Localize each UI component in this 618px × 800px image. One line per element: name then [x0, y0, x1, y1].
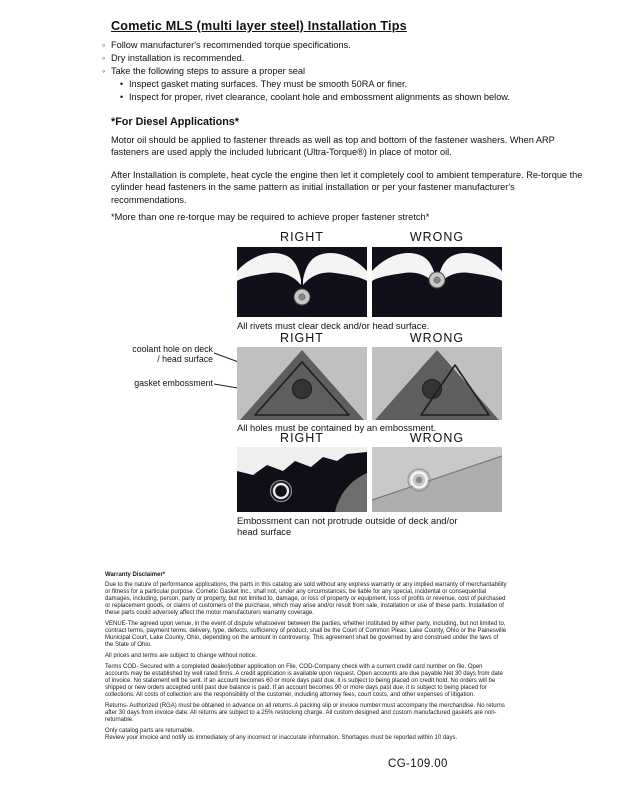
- prices-paragraph: All prices and terms are subject to change without notice.: [105, 653, 257, 660]
- tip-text: Inspect for proper, rivet clearance, coolant hole and embossment alignments as shown below.: [129, 91, 510, 102]
- page-code: CG-109.00: [388, 758, 448, 770]
- rivet-center-icon: [299, 294, 305, 300]
- figure3-caption: Embossment can not protrude outside of deck and/or head surface: [237, 515, 458, 538]
- diesel-paragraph-2: After Installation is complete, heat cycle the engine then let it completely cool to ambient temperature. Re-torque the cylinder head fasteners in the same pattern as initial installation or per your fastener manufacturer's recommendations.: [111, 170, 583, 205]
- rivet-wrong-image: [372, 247, 502, 317]
- venue-paragraph: VENUE-The agreed upon venue, in the event of dispute whatsoever between the parties, whether instituted by either party, including, but not limited to, contract terms, payment terms, delivery, type, defects, sufficiency of product, shall be the Court of Common Pleas, Lake County, Ohio or the Painesville Municipal Court, Lake County, Ohio, depending on the amount in controversy. This agreement shall be governed by and construed under the laws of the State of Ohio.: [105, 621, 507, 649]
- open-bullet-icon: ◦: [102, 52, 106, 63]
- diesel-paragraph-1: Motor oil should be applied to fastener threads as well as top and bottom of the fastener washers. When ARP fasteners are used apply the included lubricant (Ultra-Torque®) in place of motor oil.: [111, 135, 555, 158]
- coolant-hole-callout: coolant hole on deck / head surface: [132, 344, 213, 365]
- tips-sublist: [120, 80, 510, 106]
- warranty-paragraph: Due to the nature of performance applications, the parts in this catalog are sold without any express warranty or any implied warranty of merchantability or fitness for a particular purpose. Cometic Gasket Inc., shall not, under any circumstances, be liable for any special, incidental or consequential damages, including, person, party or property, but not limited to, damage, or loss of property or equipment, loss of profits or revenue, cost of purchased or replacement goods, or claims of customers of the purchase, which may arise and/or result from sale, installation or use of these parts. Installation of these parts could adversely affect the motor manufacturers warranty coverage.: [105, 582, 507, 617]
- returns-paragraph: Returns- Authorized (RGA) must be obtained in advance on all returns. A packing slip or invoice number must accompany the merchandise. No returns after 30 days from invoice date. All returns are subject to a 25% restocking charge. All custom designed and custom manufactured gaskets are non-returnable.: [105, 703, 505, 724]
- embossment-right-image: [237, 347, 367, 420]
- tips-list: [102, 41, 351, 80]
- terms-paragraph: Terms COD- Secured with a completed dealer/jobber application on File, COD-Company check with a current credit card number on file. Open accounts may be established by well rated firms. A credit application is available upon request. Open accounts are due payable Net 30 days from date of invoice. No statement will be sent. If an account becomes 60 or more days past due, it is subject to being placed on credit hold. No orders will be shipped or new orders accepted until past due balance is paid. If an account becomes 90 or more days past due, it is subject to being placed for collections. All costs of collection are the responsibility of the customer, including attorney fees, court costs, and other expenses of litigation.: [105, 664, 503, 699]
- warranty-section: [105, 572, 508, 746]
- bolt-hole-center-icon: [416, 477, 422, 483]
- figure3-right-label: RIGHT: [280, 431, 324, 445]
- bolt-hole-icon: [274, 484, 288, 498]
- warranty-heading: Warranty Disclaimer*: [105, 572, 166, 578]
- filled-bullet-icon: •: [120, 91, 124, 102]
- tip-text: Inspect gasket mating surfaces. They must be smooth 50RA or finer.: [129, 79, 408, 89]
- figure2-wrong-label: WRONG: [409, 331, 465, 345]
- figure1-caption: All rivets must clear deck and/or head surface.: [237, 320, 430, 331]
- page-title: Cometic MLS (multi layer steel) Installation Tips: [111, 19, 407, 33]
- tip-text: Dry installation is recommended.: [111, 52, 245, 63]
- review-invoice-line: Review your invoice and notify us immediately of any incorrect or inaccurate information. Shortages must be reported within 10 days.: [105, 735, 458, 742]
- figure1-right-label: RIGHT: [280, 230, 324, 244]
- figure2-caption: All holes must be contained by an embossment.: [237, 422, 437, 433]
- figure3-wrong-label: WRONG: [409, 431, 465, 445]
- returnable-line: Only catalog parts are returnable.: [105, 728, 195, 735]
- list-item: [102, 67, 351, 77]
- filled-bullet-icon: •: [120, 79, 124, 89]
- open-bullet-icon: ◦: [102, 40, 106, 50]
- tip-text: Follow manufacturer's recommended torque specifications.: [111, 40, 351, 50]
- rivet-center-icon: [434, 277, 440, 283]
- list-item: [120, 93, 510, 103]
- gasket-embossment-callout: gasket embossment: [134, 378, 213, 388]
- figure1-wrong-label: WRONG: [409, 230, 465, 244]
- protrusion-wrong-image: [372, 447, 502, 512]
- protrusion-right-image: [237, 447, 367, 512]
- rivet-right-image: [237, 247, 367, 317]
- list-item: [120, 80, 510, 90]
- list-item: [102, 54, 351, 64]
- figure2-right-label: RIGHT: [280, 331, 324, 345]
- coolant-hole-icon: [293, 380, 312, 399]
- embossment-wrong-image: [372, 347, 502, 420]
- list-item: [102, 41, 351, 51]
- open-bullet-icon: ◦: [102, 65, 106, 76]
- diesel-heading: *For Diesel Applications*: [111, 116, 239, 128]
- retorque-note: *More than one re-torque may be required to achieve proper fastener stretch*: [111, 212, 430, 222]
- tip-text: Take the following steps to assure a proper seal: [111, 65, 306, 76]
